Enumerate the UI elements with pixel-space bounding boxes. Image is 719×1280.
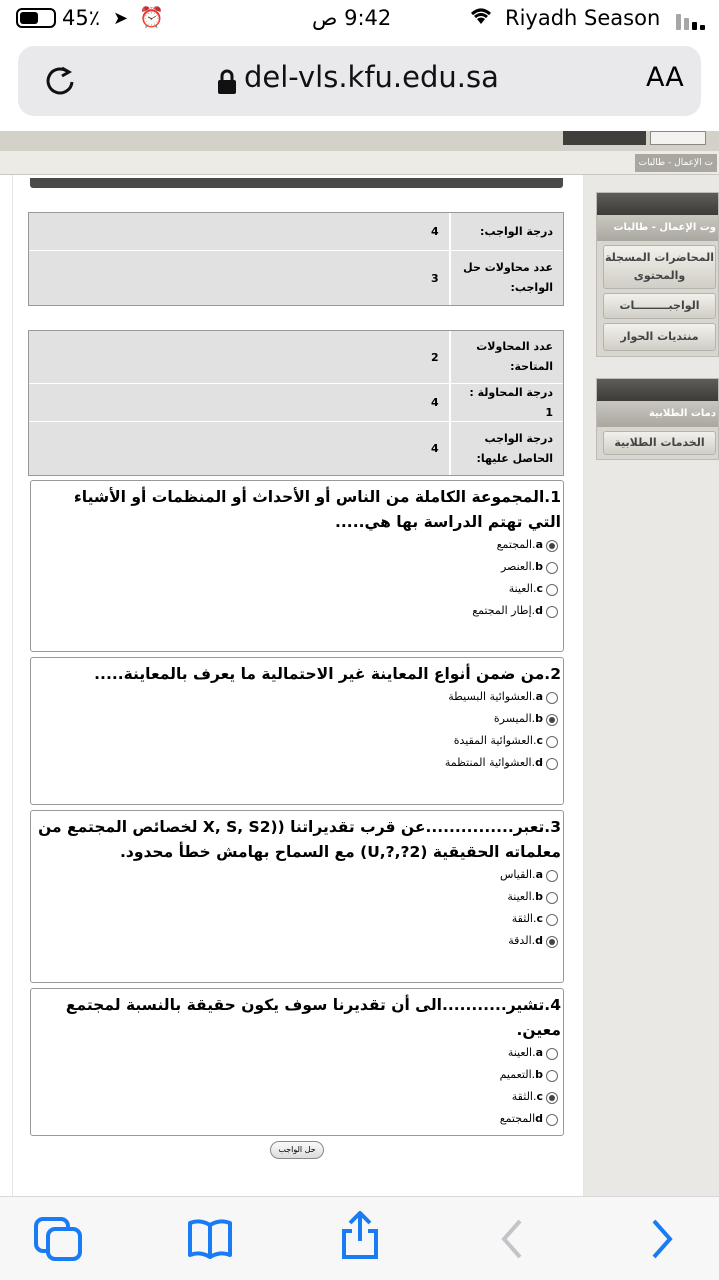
answer-option[interactable] [31, 931, 563, 953]
radio-button[interactable] [546, 758, 558, 770]
answer-option[interactable] [31, 601, 563, 623]
sidebar-item-student-services[interactable]: الخدمات الطلابية [603, 431, 716, 455]
breadcrumb-strip [0, 151, 719, 175]
assignment-info-table [28, 212, 564, 306]
option-label: b.العنصر [500, 560, 543, 573]
radio-button[interactable] [546, 562, 558, 574]
question-card [30, 480, 564, 652]
browser-toolbar [0, 1196, 719, 1280]
question-text: 1.المجموعة الكاملة من الناس أو الأحداث أو المنظمات أو الأشياء التي تهتم الدراسة بها هي..... [73, 488, 561, 531]
menu-title: وت الإعمال - طالبات [597, 215, 718, 241]
tabs-icon[interactable] [34, 1217, 82, 1261]
option-label: a.العينة [507, 1046, 543, 1059]
answer-option[interactable] [31, 887, 563, 909]
info-value: 3 [431, 271, 439, 285]
info-row [29, 251, 563, 305]
option-label: c.الثقة [511, 912, 543, 925]
answer-option[interactable] [31, 909, 563, 931]
info-label: درجة الواجب الحاصل عليها: [449, 422, 563, 475]
info-label: عدد محاولات حل الواجب: [449, 251, 563, 305]
location-arrow-icon: ➤ [113, 8, 129, 29]
radio-button[interactable] [546, 1114, 558, 1126]
answer-option[interactable] [31, 1043, 563, 1065]
info-row [29, 384, 563, 422]
info-value: 4 [431, 442, 439, 455]
url-text[interactable]: del-vls.kfu.edu.sa [244, 60, 499, 94]
back-arrow-icon[interactable] [490, 1217, 538, 1261]
text-size-button[interactable]: AA [646, 62, 684, 93]
option-label: a.المجتمع [496, 538, 543, 551]
info-value: 2 [431, 350, 439, 364]
option-label: d.العشوائية المنتظمة [444, 756, 543, 769]
radio-button[interactable] [546, 540, 558, 552]
radio-button[interactable] [546, 692, 558, 704]
answer-option[interactable] [31, 1087, 563, 1109]
signal-bars-icon [676, 10, 710, 30]
radio-button[interactable] [546, 1092, 558, 1104]
answer-option[interactable] [31, 579, 563, 601]
clock: 9:42 ص [312, 6, 392, 30]
answer-option[interactable] [31, 535, 563, 557]
question-text: 3.تعبر...............عن قرب تقديراتنا ((X, S, S2 لخصائص المجتمع من معلماته الحقيقية (U,?,?2) مع السماح بهامش خطأ محدود. [38, 818, 561, 861]
radio-button[interactable] [546, 892, 558, 904]
radio-button[interactable] [546, 606, 558, 618]
question-text: 4.تشير...........الى أن تقديرنا سوف يكون حقيقة بالنسبة لمجتمع معين. [65, 996, 561, 1039]
site-nav-tab-active[interactable] [650, 131, 706, 145]
radio-button[interactable] [546, 870, 558, 882]
menu-header-bar [597, 379, 718, 401]
radio-button[interactable] [546, 736, 558, 748]
share-icon[interactable] [336, 1211, 384, 1255]
status-bar [0, 0, 719, 40]
question-card [30, 810, 564, 983]
wifi-icon [468, 4, 494, 32]
menu-header-bar [597, 193, 718, 215]
sidebar-menu-services [596, 378, 719, 460]
forward-arrow-icon[interactable] [640, 1217, 688, 1261]
option-label: a.العشوائية البسيطة [448, 690, 543, 703]
battery-percentage: 45٪ [62, 6, 101, 30]
option-label: b.التعميم [499, 1068, 543, 1081]
answer-option[interactable] [31, 709, 563, 731]
radio-button[interactable] [546, 584, 558, 596]
attempt-info-table [28, 330, 564, 476]
sidebar-menu-courses [596, 192, 719, 357]
web-content [0, 131, 719, 1196]
option-label: b.العينة [507, 890, 543, 903]
answer-option[interactable] [31, 731, 563, 753]
info-value: 4 [431, 225, 439, 238]
option-label: a.القياس [499, 868, 543, 881]
info-row [29, 213, 563, 251]
option-label: dالمجتمع [499, 1112, 543, 1125]
answer-option[interactable] [31, 753, 563, 775]
option-label: d.إطار المجتمع [472, 604, 543, 617]
question-text: 2.من ضمن أنواع المعاينة غير الاحتمالية ما يعرف بالمعاينة..... [94, 665, 561, 683]
lock-icon [216, 68, 238, 96]
sidebar-item-lectures[interactable]: المحاضرات المسجلة والمحتوى [603, 245, 716, 289]
site-nav-tab[interactable] [563, 131, 646, 145]
bookmarks-icon[interactable] [186, 1217, 234, 1261]
radio-button[interactable] [546, 1048, 558, 1060]
answer-option[interactable] [31, 557, 563, 579]
radio-button[interactable] [546, 936, 558, 948]
option-label: b.الميسرة [493, 712, 543, 725]
radio-button[interactable] [546, 914, 558, 926]
option-label: c.الثقة [511, 1090, 543, 1103]
content-header-bar [30, 178, 563, 188]
address-bar[interactable] [18, 46, 701, 116]
answer-option[interactable] [31, 865, 563, 887]
sidebar-item-forums[interactable]: منتديات الحوار [603, 323, 716, 351]
question-card [30, 657, 564, 805]
carrier-name: Riyadh Season [505, 6, 661, 30]
breadcrumb[interactable]: ت الإعمال - طالبات [635, 154, 717, 172]
sidebar-item-assignments[interactable]: الواجبـــــــــات [603, 293, 716, 319]
info-label: عدد المحاولات المتاحة: [449, 331, 563, 383]
info-row [29, 331, 563, 384]
option-label: d.الدقة [508, 934, 543, 947]
site-top-nav [0, 131, 719, 151]
answer-option[interactable] [31, 687, 563, 709]
answer-option[interactable] [31, 1065, 563, 1087]
submit-assignment-button[interactable]: حل الواجب [270, 1141, 324, 1159]
answer-option[interactable] [31, 1109, 563, 1131]
question-card [30, 988, 564, 1136]
info-label: درجة المحاولة : 1 [449, 384, 563, 421]
radio-button[interactable] [546, 714, 558, 726]
reload-icon[interactable] [40, 62, 80, 102]
info-label: درجة الواجب: [449, 213, 563, 250]
info-value: 4 [431, 396, 439, 409]
option-label: c.العينة [508, 582, 543, 595]
menu-title: دمات الطلابية [597, 401, 718, 427]
option-label: c.العشوائية المقيدة [453, 734, 543, 747]
radio-button[interactable] [546, 1070, 558, 1082]
alarm-clock-icon: ⏰ [139, 5, 164, 29]
battery-icon [16, 8, 56, 28]
info-row [29, 422, 563, 475]
